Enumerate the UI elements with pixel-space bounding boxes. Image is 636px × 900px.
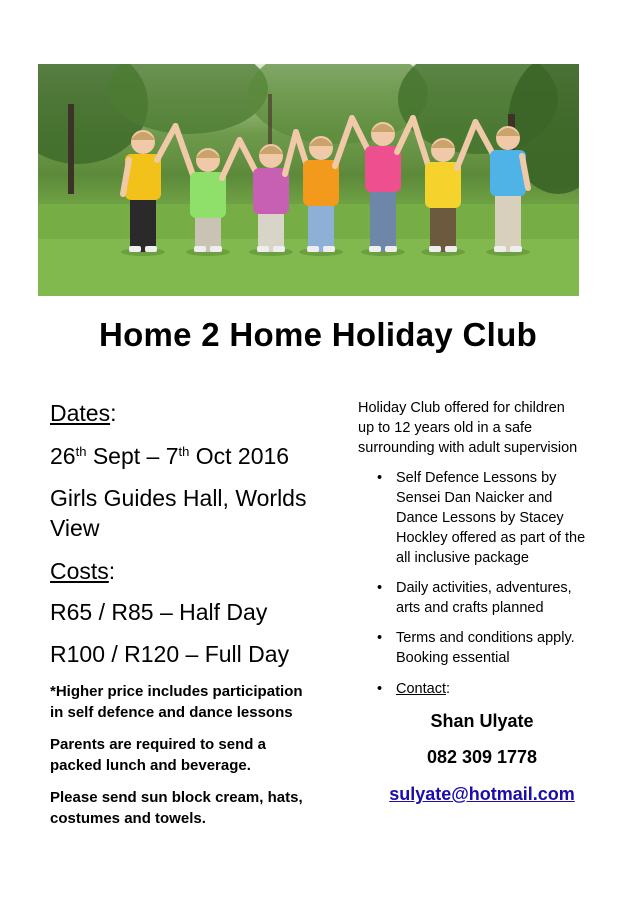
date-day-start: 26 — [50, 443, 76, 469]
costs-colon: : — [108, 558, 116, 584]
date-suffix-start: th — [75, 444, 87, 459]
bullet-icon: • — [377, 681, 383, 697]
venue-line-1: Girls Guides Hall, Worlds — [50, 485, 307, 511]
bullet-line: arts and crafts planned — [396, 600, 544, 616]
note-higher-price-line-2: in self defence and dance lessons — [50, 704, 293, 721]
contact-name: Shan Ulyate — [430, 711, 534, 731]
list-item — [358, 628, 608, 668]
bullet-terms — [358, 628, 608, 668]
cost-full-day: R100 / R120 – Full Day — [50, 641, 290, 667]
bullet-activities — [358, 578, 608, 618]
contact-phone: 082 309 1778 — [426, 747, 538, 767]
bullet-icon: • — [377, 470, 383, 486]
note-lunch-line-1: Parents are required to send a — [50, 736, 266, 753]
note-higher-price — [50, 681, 340, 723]
bullet-line: Daily activities, adventures, — [396, 580, 572, 596]
note-lunch — [50, 734, 340, 776]
contact-email-wrap — [358, 784, 606, 805]
list-item — [358, 468, 608, 568]
intro-line-3: surrounding with adult supervision — [358, 440, 578, 456]
bullet-icon: • — [377, 630, 383, 646]
costs-heading — [50, 556, 340, 586]
bullet-lessons — [358, 468, 608, 568]
intro-text — [358, 398, 608, 458]
date-end: Oct 2016 — [189, 443, 290, 469]
page-title: Home 2 Home Holiday Club — [98, 316, 538, 353]
note-sun-block — [50, 787, 340, 829]
bullet-icon: • — [377, 580, 383, 596]
note-sun-block-line-1: Please send sun block cream, hats, — [50, 789, 303, 806]
dates-value — [50, 441, 340, 471]
list-item — [358, 578, 608, 618]
bullet-contact — [358, 679, 608, 699]
costs-label: Costs — [50, 558, 109, 584]
bullet-line: all inclusive package — [396, 550, 529, 566]
note-lunch-line-2: packed lunch and beverage. — [50, 757, 251, 774]
dates-colon: : — [110, 400, 117, 426]
intro-line-2: up to 12 years old in a safe — [358, 420, 533, 436]
children-photo-art — [38, 64, 579, 296]
bullet-line: Terms and conditions apply. — [396, 630, 575, 646]
contact-label: Contact — [396, 681, 446, 697]
bullet-line: Hockley offered as part of the — [396, 530, 586, 546]
note-higher-price-line-1: *Higher price includes participation — [50, 683, 303, 700]
dates-heading — [50, 398, 340, 428]
list-item — [358, 679, 608, 699]
note-sun-block-line-2: costumes and towels. — [50, 810, 206, 827]
bullet-line: Self Defence Lessons by — [396, 470, 557, 486]
contact-colon: : — [445, 681, 451, 697]
bullet-line: Sensei Dan Naicker and — [396, 490, 553, 506]
children-photo — [38, 64, 579, 296]
date-suffix-end: th — [178, 444, 190, 459]
date-middle: Sept – 7 — [86, 443, 179, 469]
contact-email-link[interactable]: sulyate@hotmail.com — [389, 784, 575, 804]
dates-label: Dates — [50, 400, 111, 426]
bullet-line: Booking essential — [396, 650, 510, 666]
cost-half-day: R65 / R85 – Half Day — [50, 599, 268, 625]
venue-line-2: View — [50, 515, 100, 541]
intro-line-1: Holiday Club offered for children — [358, 400, 565, 416]
bullet-line: Dance Lessons by Stacey — [396, 510, 564, 526]
